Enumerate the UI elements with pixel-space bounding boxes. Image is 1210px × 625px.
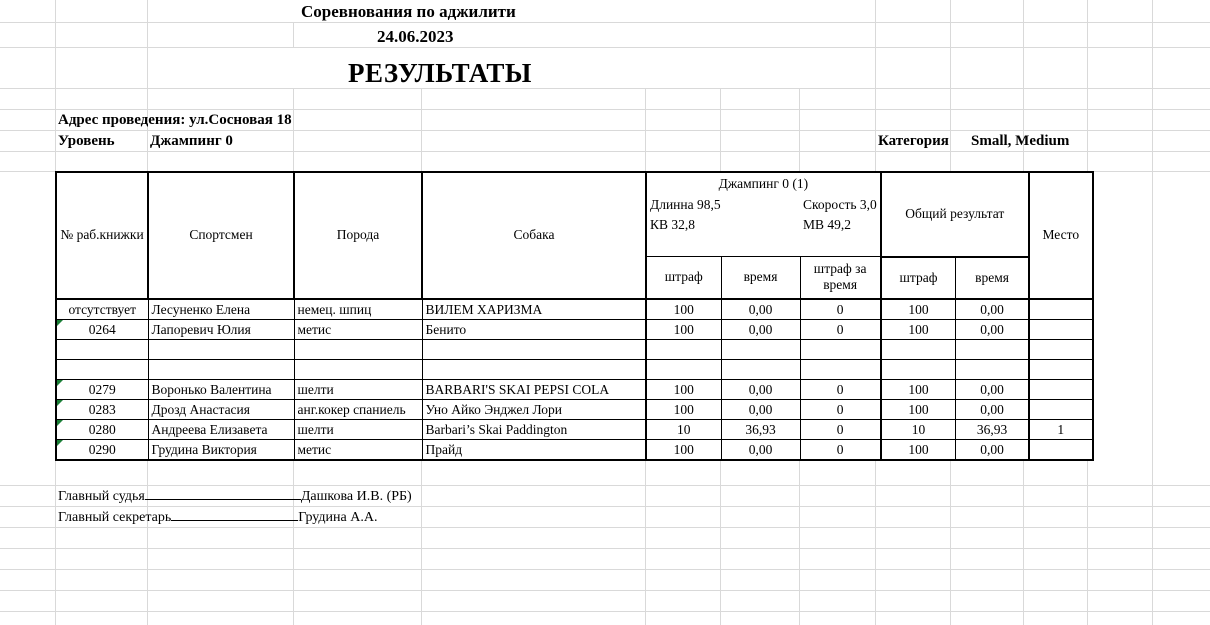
secretary-label: Главный секретарь [58,510,172,525]
cell-breed: немец. шпиц [294,299,422,320]
cell-total-time: 0,00 [956,379,1029,399]
cell-total-time [956,359,1029,379]
level-label: Уровень [58,133,115,149]
cell-book-number [56,339,148,359]
category-value: Small, Medium [971,133,1070,149]
error-indicator-icon [57,440,63,446]
cell-book-number: отсутствует [56,299,148,320]
cell-total-penalty: 100 [881,399,956,419]
cell-total-penalty: 10 [881,419,956,439]
cell-total-penalty: 100 [881,319,956,339]
cell-time: 0,00 [721,299,800,320]
judge-line [58,487,412,505]
cell-athlete: Грудина Виктория [148,439,294,460]
cell-dog: ВИЛЕМ ХАРИЗМА [422,299,646,320]
competition-date: 24.06.2023 [377,27,454,46]
header-penalty: штраф [646,257,721,299]
address-label: Адрес проведения: ул.Сосновая 18 [58,112,292,128]
cell-dog: Уно Айко Энджел Лори [422,399,646,419]
cell-breed: шелти [294,419,422,439]
header-breed: Порода [294,172,422,299]
cell-penalty: 10 [646,419,721,439]
cell-time: 0,00 [721,439,800,460]
cell-penalty: 100 [646,439,721,460]
cell-dog: Barbari’s Skai Paddington [422,419,646,439]
cell-time-penalty: 0 [800,299,881,320]
competition-title: Соревнования по аджилити [301,2,516,21]
cell-time: 0,00 [721,319,800,339]
cell-total-penalty [881,359,956,379]
error-indicator-icon [57,400,63,406]
header-total-penalty: штраф [881,257,956,299]
header-kv: КВ 32,8 [646,215,721,257]
cell-book-number: 0290 [56,439,148,460]
judge-label: Главный судья [58,489,145,504]
results-table [55,171,1094,461]
table-row [56,339,1093,359]
cell-place [1029,399,1093,419]
header-book-number: № раб.книжки [56,172,148,299]
cell-total-time: 0,00 [956,399,1029,419]
cell-place [1029,319,1093,339]
cell-total-time: 0,00 [956,299,1029,320]
cell-athlete [148,359,294,379]
table-row [56,439,1093,460]
cell-dog: Прайд [422,439,646,460]
header-length: Длинна 98,5 [646,194,800,215]
cell-athlete: Андреева Елизавета [148,419,294,439]
header-time: время [721,257,800,299]
cell-book-number [56,359,148,379]
cell-penalty [646,359,721,379]
cell-place [1029,439,1093,460]
cell-total-time [956,339,1029,359]
header-blank [721,215,800,257]
cell-place: 1 [1029,419,1093,439]
table-row [56,399,1093,419]
cell-penalty: 100 [646,399,721,419]
header-mv: МВ 49,2 [800,215,881,257]
cell-total-penalty [881,339,956,359]
cell-place [1029,359,1093,379]
cell-time-penalty: 0 [800,379,881,399]
cell-time: 0,00 [721,399,800,419]
header-athlete: Спортсмен [148,172,294,299]
cell-time-penalty [800,359,881,379]
table-row [56,359,1093,379]
cell-time-penalty: 0 [800,439,881,460]
error-indicator-icon [57,380,63,386]
header-total-result: Общий результат [881,172,1029,257]
cell-total-time: 36,93 [956,419,1029,439]
cell-athlete [148,339,294,359]
secretary-line [58,508,377,526]
table-row [56,299,1093,320]
cell-total-time: 0,00 [956,319,1029,339]
cell-penalty: 100 [646,319,721,339]
results-title: РЕЗУЛЬТАТЫ [348,58,532,88]
cell-time: 36,93 [721,419,800,439]
cell-athlete: Лапоревич Юлия [148,319,294,339]
cell-place [1029,299,1093,320]
header-run-title: Джампинг 0 (1) [646,172,881,194]
cell-breed [294,339,422,359]
cell-total-time: 0,00 [956,439,1029,460]
cell-dog [422,339,646,359]
cell-dog: Бенито [422,319,646,339]
cell-total-penalty: 100 [881,379,956,399]
cell-breed: шелти [294,379,422,399]
cell-athlete: Лесуненко Елена [148,299,294,320]
header-place: Место [1029,172,1093,299]
header-speed: Скорость 3,0 [800,194,881,215]
header-total-time: время [956,257,1029,299]
cell-book-number: 0279 [56,379,148,399]
cell-breed: метис [294,319,422,339]
cell-penalty: 100 [646,379,721,399]
cell-time: 0,00 [721,379,800,399]
cell-penalty: 100 [646,299,721,320]
cell-total-penalty: 100 [881,299,956,320]
category-label: Категория [878,133,949,149]
cell-dog: BARBARI'S SKAI PEPSI COLA [422,379,646,399]
cell-book-number: 0283 [56,399,148,419]
cell-athlete: Воронько Валентина [148,379,294,399]
cell-book-number: 0264 [56,319,148,339]
cell-penalty [646,339,721,359]
cell-time [721,339,800,359]
cell-time [721,359,800,379]
cell-total-penalty: 100 [881,439,956,460]
table-row [56,419,1093,439]
header-time-penalty: штраф за время [800,257,881,299]
judge-name: Дашкова И.В. (РБ) [300,489,412,504]
cell-time-penalty: 0 [800,419,881,439]
cell-time-penalty: 0 [800,319,881,339]
error-indicator-icon [57,320,63,326]
cell-book-number: 0280 [56,419,148,439]
cell-breed [294,359,422,379]
level-value: Джампинг 0 [150,133,233,149]
cell-time-penalty [800,339,881,359]
cell-time-penalty: 0 [800,399,881,419]
cell-dog [422,359,646,379]
results-rows [56,299,1093,460]
secretary-name: Грудина А.А. [298,510,378,525]
cell-athlete: Дрозд Анастасия [148,399,294,419]
cell-breed: метис [294,439,422,460]
cell-place [1029,379,1093,399]
cell-breed: анг.кокер спаниель [294,399,422,419]
cell-place [1029,339,1093,359]
table-row [56,379,1093,399]
table-row [56,319,1093,339]
header-dog: Собака [422,172,646,299]
error-indicator-icon [57,420,63,426]
